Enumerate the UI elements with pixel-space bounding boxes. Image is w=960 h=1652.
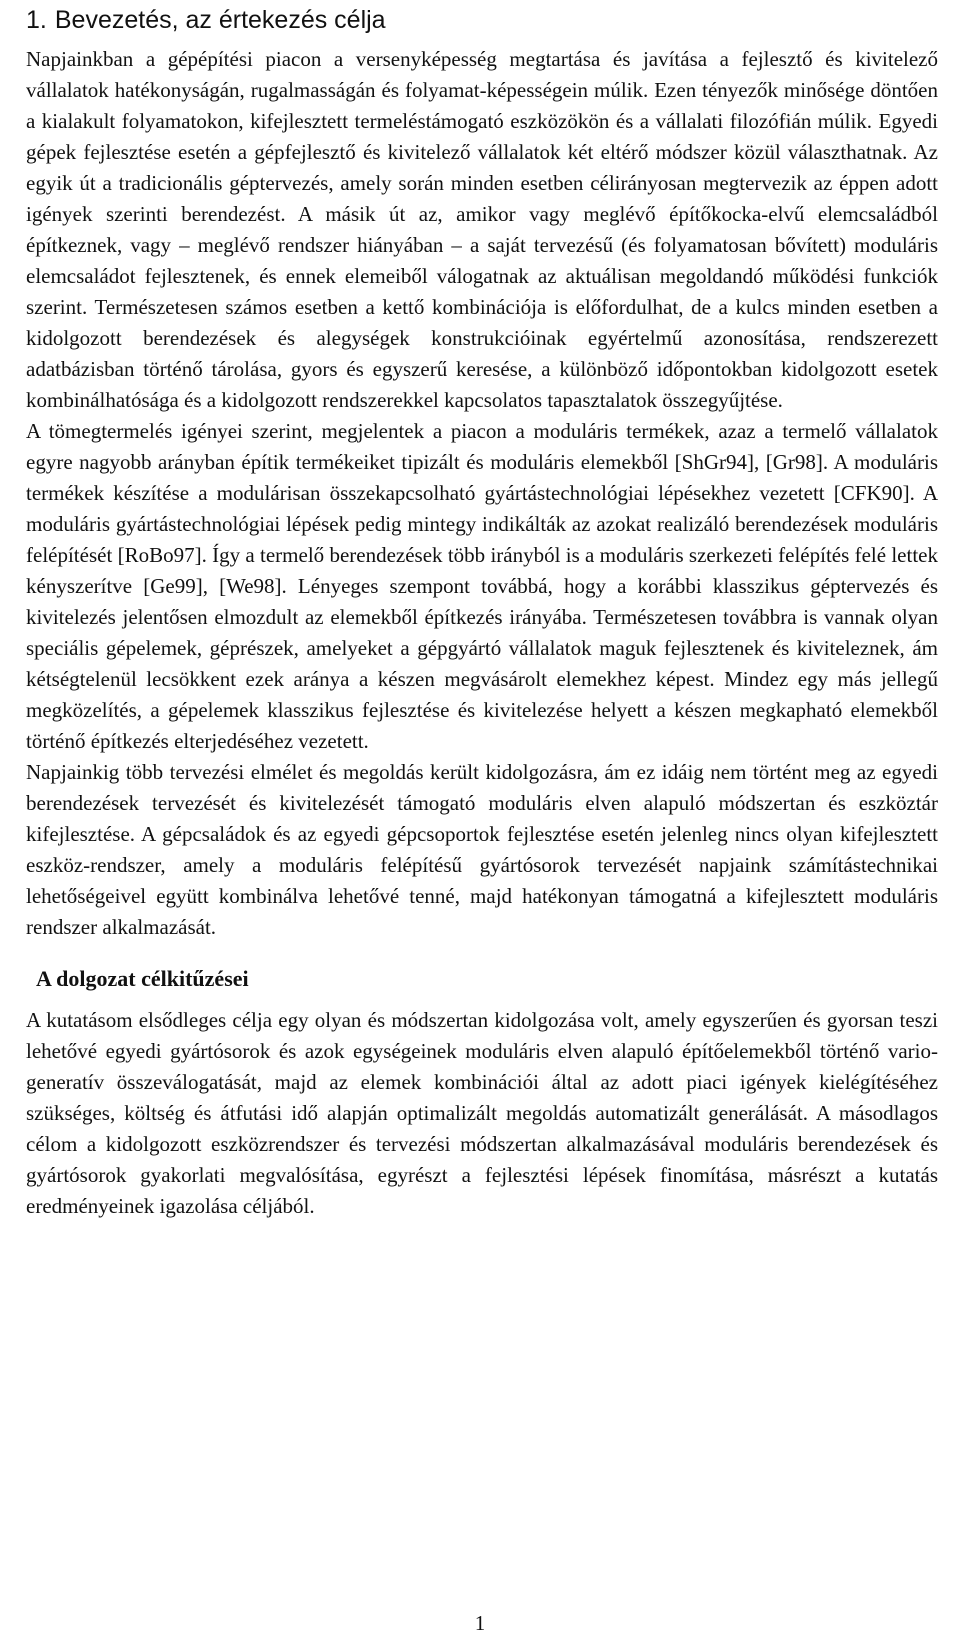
section-number: 1. <box>26 6 47 34</box>
paragraph-objectives: A kutatásom elsődleges célja egy olyan és módszertan kidolgozása volt, amely egyszerűen és gyorsan teszi lehetővé egyedi gyártósorok és azok egységeinek moduláris elven alapuló építőelemekből történő vario-generatív összeválogatását, majd az elemek kombinációi által az adott piaci igények kielégítéséhez szükséges, költség és átfutási idő alapján optimalizált megoldás automatizált generálását. A másodlagos célom a kidolgozott eszközrendszer és tervezési módszertan alkalmazásával moduláris berendezések és gyártósorok gyakorlati megvalósítása, egyrészt a fejlesztési lépések finomítása, másrészt a kutatás eredményeinek igazolása céljából. <box>26 1008 938 1218</box>
paragraph-current-state: Napjainkig több tervezési elmélet és megoldás került kidolgozásra, ám ez idáig nem történt meg az egyedi berendezések tervezését és kivitelezését támogató moduláris elven alapuló módszertan és eszköztár kifejlesztése. A gépcsaládok és az egyedi gépcsoportok fejlesztése esetén jelenleg nincs olyan kifejlesztett eszköz-rendszer, amely a moduláris felépítésű gyártósorok tervezését napjaink számítástechnikai lehetőségeivel együtt kombinálva lehetővé tenné, majd hatékonyan támogatná a kifejlesztett moduláris rendszer alkalmazását. <box>26 760 938 939</box>
section-title: Bevezetés, az értekezés célja <box>54 6 386 34</box>
paragraph-modular-products: A tömegtermelés igényei szerint, megjelentek a piacon a moduláris termékek, azaz a termelő vállalatok egyre nagyobb arányban építik termékeiket tipizált és moduláris elemekből [ShGr94], [Gr98]. A moduláris termékek készítése a modulárisan összekapcsolható gyártástechnológiai lépésekhez vezetett [CFK90]. A moduláris gyártástechnológiai lépések pedig mintegy indikálták az azokat realizáló berendezések moduláris felépítését [RoBo97]. Így a termelő berendezések több irányból is a moduláris szerkezeti felépítés felé lettek kényszerítve [Ge99], [We98]. Lényeges szempont továbbá, hogy a korábbi klasszikus géptervezés és kivitelezés jelentősen elmozdult az elemekből építkezés irányába. Természetesen továbbra is vannak olyan speciális gépelemek, géprészek, amelyeket a gépgyártó vállalatok maguk fejlesztenek és kiviteleznek, ám kétségtelenül lecsökkent ezek aránya a készen megvásárolt elemekhez képest. Mindez egy más jellegű megközelítés, a gépelemek klasszikus fejlesztése és kivitelezése helyett a készen megkapható elemekből történő építkezés elterjedéséhez vezetett. <box>26 419 938 753</box>
section-heading <box>26 0 938 36</box>
page-number: 1 <box>474 1611 486 1635</box>
subsection-heading: A dolgozat célkitűzései <box>36 966 249 991</box>
paragraph-intro: Napjainkban a gépépítési piacon a versenyképesség megtartása és javítása a fejlesztő és kivitelező vállalatok hatékonyságán, rugalmasságán és folyamat-képességein múlik. Ezen tényezők minősége döntően a kialakult folyamatokon, kifejlesztett termeléstámogató eszközökön és a vállalati filozófián múlik. Egyedi gépek fejlesztése esetén a gépfejlesztő és kivitelező vállalatok két eltérő módszer közül választhatnak. Az egyik út a tradicionális géptervezés, amely során minden esetben célirányosan megtervezik az éppen adott igények szerinti berendezést. A másik út az, amikor vagy meglévő építőkocka-elvű elemcsaládból építkeznek, vagy – meglévő rendszer hiányában – a saját tervezésű (és folyamatosan bővített) moduláris elemcsaládot fejlesztenek, és ennek elemeiből válogatnak az aktuálisan megoldandó működési funkciók szerint. Természetesen számos esetben a kettő kombinációja is előfordulhat, de a kulcs minden esetben a kidolgozott berendezések és alegységek konstrukcióinak egyértelmű azonosítása, rendszerezett adatbázisban történő tárolása, gyors és egyszerű keresése, a különböző időpontokban kidolgozott esetek kombinálhatósága és a kidolgozott rendszerekkel kapcsolatos tapasztalatok összegyűjtése. <box>26 47 938 412</box>
